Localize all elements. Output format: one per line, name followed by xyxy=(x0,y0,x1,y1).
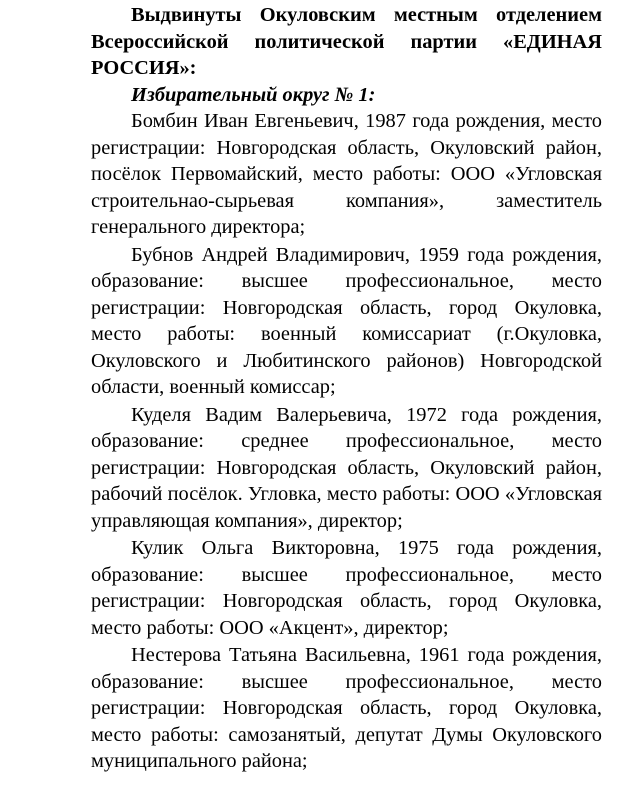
candidate-entry: Нестерова Татьяна Васильевна, 1961 года рождения, образование: высшее профессиональное, место регистрации: Новгородская область, город Окуловка, место работы: самозанятый, депутат Думы Окуловского муниципального района; xyxy=(91,644,602,772)
candidate-entry: Кулик Ольга Викторовна, 1975 года рождения, образование: высшее профессиональное, место регистрации: Новгородская область, город Окуловка, место работы: ООО «Акцент», директор; xyxy=(91,537,602,639)
candidate-entry: Бомбин Иван Евгеньевич, 1987 года рождения, место регистрации: Новгородская область, Окуловский район, посёлок Первомайский, место работы: ООО «Угловская строительнао-сырьевая компания», заместитель генерального директора; xyxy=(91,110,602,238)
document-heading: Выдвинуты Окуловским местным отделением Всероссийской политической партии «ЕДИНАЯ РОССИЯ»: xyxy=(91,4,602,79)
document-page xyxy=(91,2,602,775)
candidate-entry: Куделя Вадим Валерьевича, 1972 года рождения, образование: среднее профессиональное, место регистрации: Новгородская область, Окуловский район, рабочий посёлок. Угловка, место работы: ООО «Угловская управляющая компания», директор; xyxy=(91,403,602,532)
district-title: Избирательный округ № 1: xyxy=(131,83,376,106)
candidate-entry: Бубнов Андрей Владимирович, 1959 года рождения, образование: высшее профессиональное, место регистрации: Новгородская область, город Окуловка, место работы: военный комиссариат (г.Окуловка, Окуловского и Любитинского районов) Новгородской области, военный комиссар; xyxy=(91,243,602,398)
